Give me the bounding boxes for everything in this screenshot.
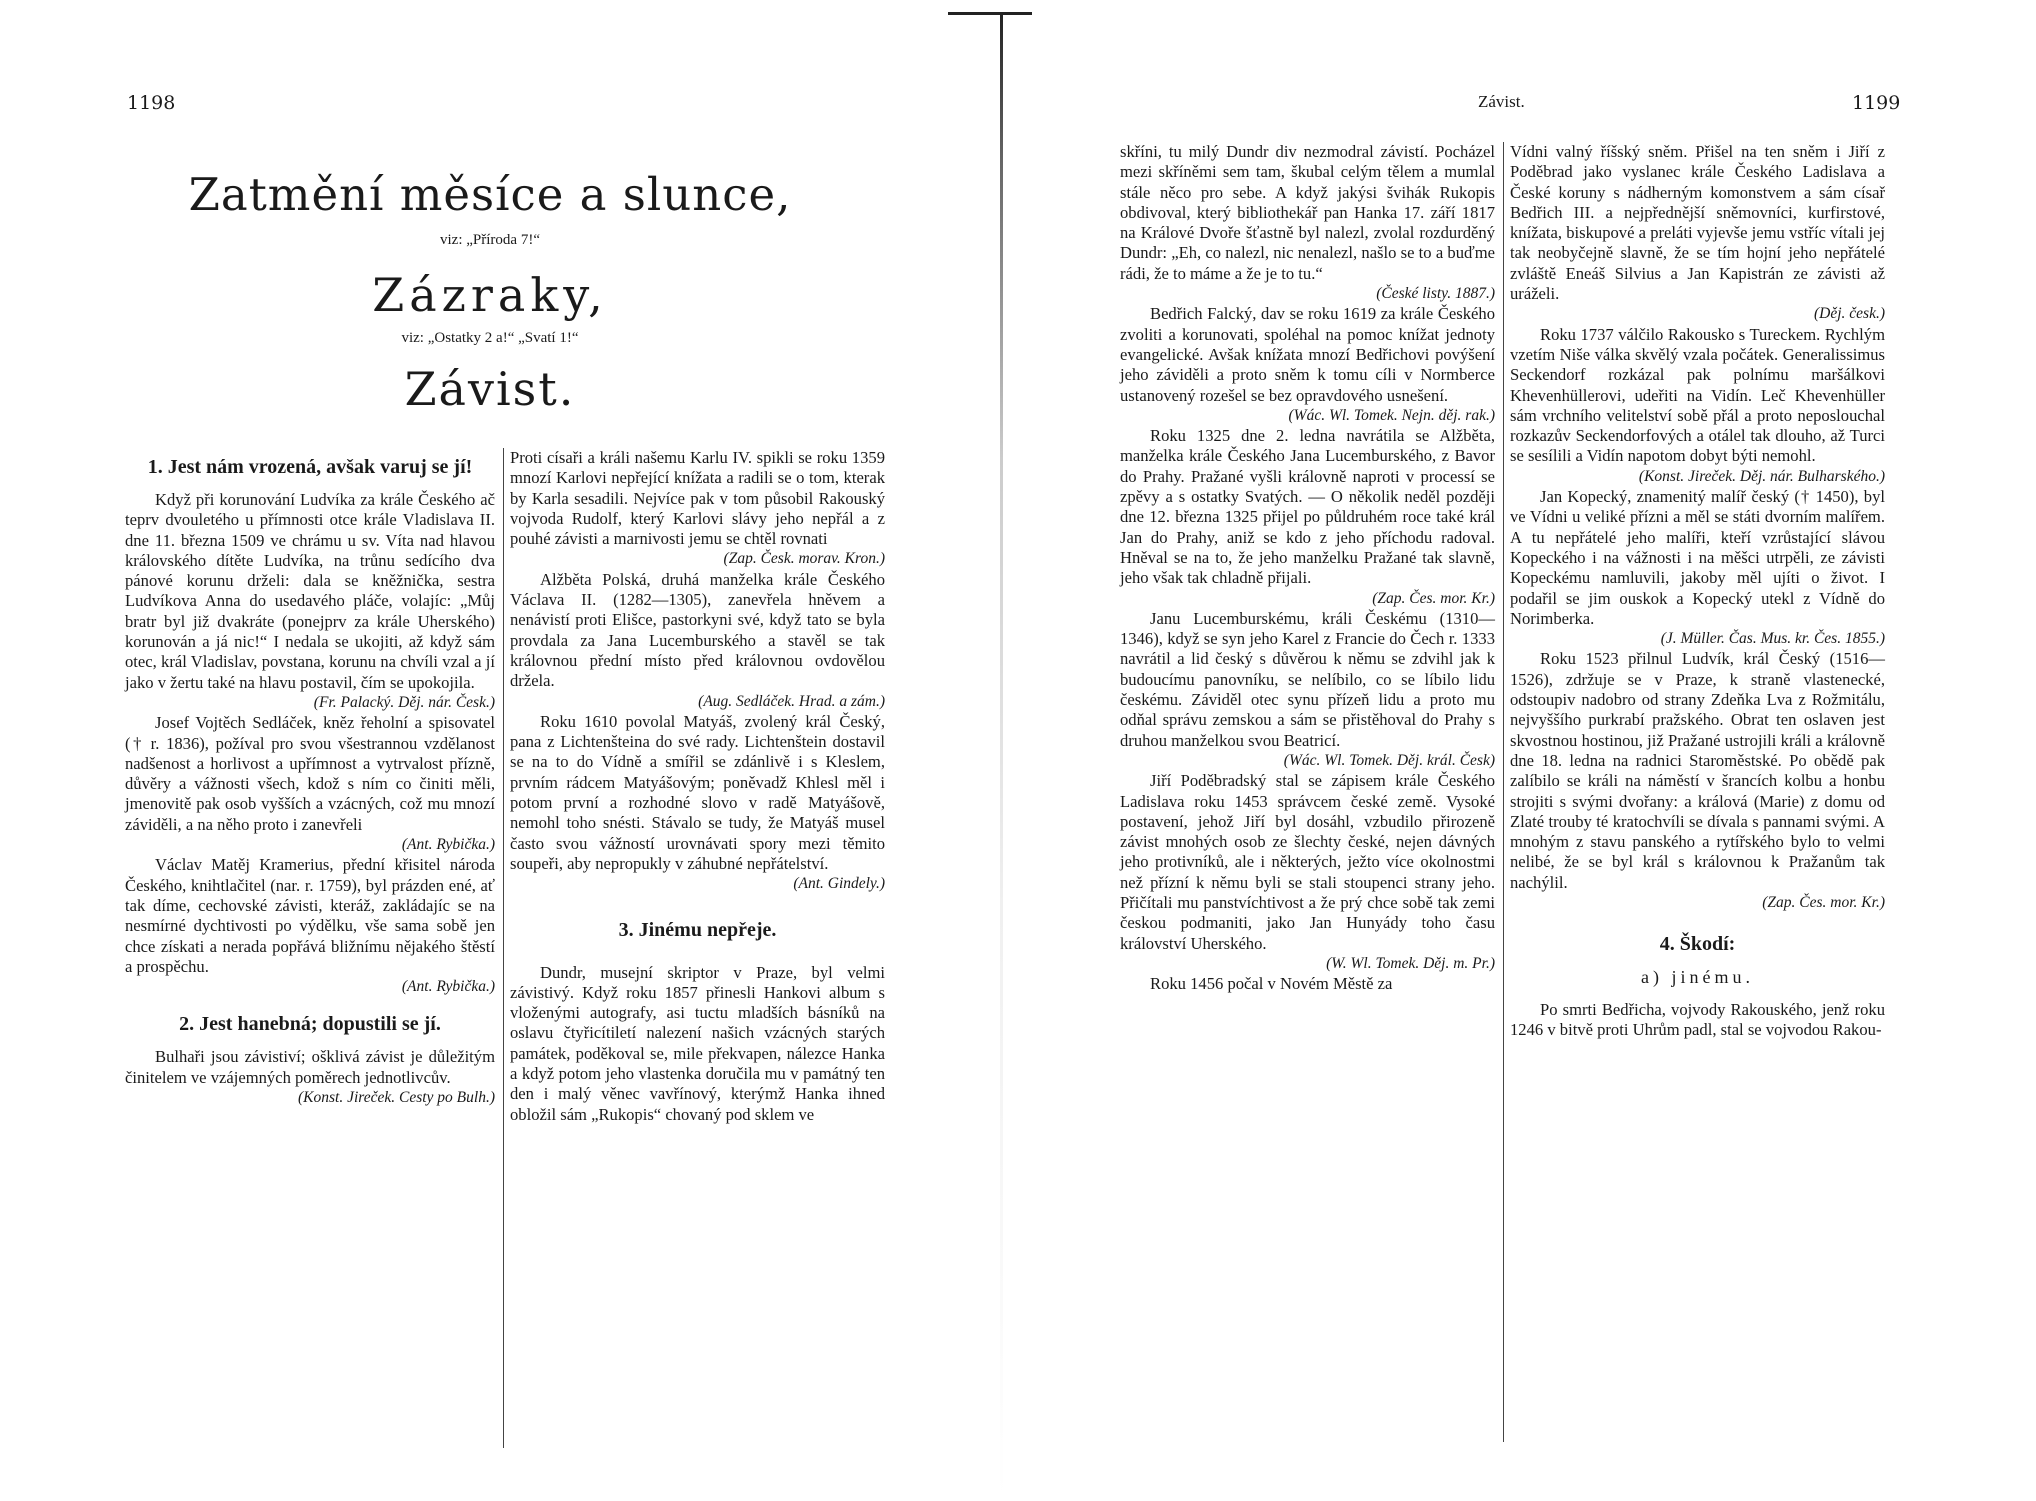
- source-citation: (Ant. Rybička.): [401, 836, 495, 854]
- section-heading-1: 1. Jest nám vrozená, avšak varuj se jí!: [147, 456, 473, 478]
- paragraph: Janu Lucemburskému, králi Českému (1310—1346), když se syn jeho Karel z Francie do Čech r. 1333 navrátil a lid český s důvěrou k němu se zdvihl jak k budoucímu panovníku, se nelíbilo, co se líbilo lidu českému. Záviděl otec synu přízeň lidu a proto mu odňal správu zemskou a sám se přistěhoval do Prahy s druhou manželkou svou Beatricí.: [1120, 608, 1495, 750]
- paragraph: Dundr, musejní skriptor v Praze, byl velmi závistivý. Když roku 1857 přinesli Hankovi album s vloženými autografy, asi tuctu mladších básníků na oslavu čtyřicítiletí nalezení našich vzácných starých památek, poděkoval se, mile překvapen, nálezce Hanka a když potom jeho vlastenka doručila mu v památný ten den i malý věnec vavřínový, kterýmž Hanka ihned obložil sám „Rukopis“ chovaný pod sklem ve: [510, 962, 885, 1124]
- source-citation: (Wác. Wl. Tomek. Děj. král. Česk): [1283, 751, 1495, 769]
- source-citation: (Konst. Jireček. Děj. nár. Bulharského.): [1638, 467, 1885, 485]
- paragraph: Josef Vojtěch Sedláček, kněz řeholní a spisovatel († r. 1836), požíval pro svou všestrannou vzdělanost nadšenost a horlivost a upřímnost a vytrvalost přízně, důvěry a vážnosti všech, kdož s ním co činiti měli, jmenovitě pak osob vyšších a vzácných, což mu mnozí záviděli, a na něho proto i zanevřeli: [125, 713, 495, 834]
- subsection-heading-4a: a) jinému.: [1641, 967, 1754, 988]
- paragraph: Proti císaři a králi našemu Karlu IV. spikli se roku 1359 mnozí Karlovi nepřející knížata a radili se o tom, kterak by Karla sesadili. Nejvíce pak v tom působil Rakouský vojvoda Rudolf, který Karlovi slávy jeho nepřál a z pouhé závisti a marnivosti jemu se chtěl rovnati: [510, 448, 885, 549]
- paragraph: Po smrti Bedřicha, vojvody Rakouského, jenž roku 1246 v bitvě proti Uhrům padl, stal se vojvodou Rakou-: [1510, 999, 1885, 1039]
- source-citation: (Konst. Jireček. Cesty po Bulh.): [298, 1089, 495, 1107]
- paragraph: Alžběta Polská, druhá manželka krále Českého Václava II. (1282—1305), zanevřela hněvem a nenávistí proti Elišce, pastorkyni své, když tato se byla provdala za Jana Lucemburského a stavěl se tak královnou přední místo před královnou ovdovělou držela.: [510, 569, 885, 691]
- source-citation: (W. Wl. Tomek. Děj. m. Pr.): [1326, 954, 1495, 972]
- paragraph: Bulhaři jsou závistiví; ošklivá závist je důležitým činitelem ve vzájemných poměrech jednotlivcův.: [125, 1047, 495, 1087]
- source-citation: (Ant. Rybička.): [401, 978, 495, 996]
- source-citation: (Zap. Čes. mor. Kr.): [1372, 589, 1495, 607]
- paragraph: Roku 1610 povolal Matyáš, zvolený král Český, pana z Lichtenšteina do své rady. Lichtenštein dostavil se na to do Vídně a smířil se zdánlivě i s Kleslem, prvním rádcem Matyášovým; poněvadž Khlesl měl i potom první a rozhodné slovo v radě Matyášově, nemohl toho snésti. Stávalo se tudy, že Matyáš musel často svou vážností urovnávati spory mezi těmito soupeři, aby nepropukly v záhubné nepřátelství.: [510, 711, 885, 873]
- paragraph: Když při korunování Ludvíka za krále Českého ač teprv dvouletého u přímnosti otce krále Vladislava II. dne 11. března 1509 ve chrámu u sv. Víta nad hlavou královského dítěte Ludvíka, na trůnu sedícího dva pánové korunu drželi: dala se kněžnička, sestra Ludvíkova Anna do usedavého pláče, volajíc: „Můj bratr byl již dvakráte (ponejprv za krále Uherského) korunován a já nic!“ I nedala se ukojiti, až když sám otec, král Vladislav, povstana, korunu na chvíli vzal a jí jako v žertu také na hlavu postavil, čím se upokojila.: [125, 490, 495, 692]
- paragraph: Jiří Poděbradský stal se zápisem krále Českého Ladislava roku 1453 správcem české země. Vysoké postavení, jehož Jiří byl dosáhl, vzbudilo přirozeně závist mnohých osob ze šlechty české, nejen dávných jeho protivníků, ale i některých, ježto více okolnostmi než přízní k němu byli se stali stoupenci strany jeho. Přičítali mu panstvíchtivost a že prý chce sobě tak zemi českou podmaniti, jako Jan Hunyády toho času království Uherského.: [1120, 771, 1495, 953]
- paragraph: Roku 1737 válčilo Rakousko s Tureckem. Rychlým vzetím Niše válka skvělý vzala počátek. Generalissimus Seckendorf rozkázal pak polnímu maršálkovi Khevenhüllerovi, udeřiti na Vidín. Leč Khevenhüller sám vrchního velitelství sobě přál a proto neposlouchal rozkazův Seckendorfových a otálel tak dlouho, až Turci se sesílili a Vidín napotom dobyt býti nemohl.: [1510, 324, 1885, 466]
- heading-zavist: Závist.: [404, 362, 576, 416]
- source-citation: (Aug. Sedláček. Hrad. a zám.): [698, 692, 885, 710]
- right-column-2: [1510, 142, 1885, 1040]
- source-citation: (Děj. česk.): [1814, 305, 1885, 323]
- running-head: Závist.: [1478, 92, 1525, 111]
- crossref-ostatky: viz: „Ostatky 2 a!“ „Svatí 1!“: [401, 330, 579, 346]
- section-heading-2: 2. Jest hanebná; dopustili se jí.: [179, 1013, 441, 1036]
- section-heading-4: 4. Škodí:: [1659, 933, 1736, 956]
- heading-zazraky: Zázraky,: [372, 268, 608, 322]
- paragraph: Roku 1456 počal v Novém Městě za: [1150, 974, 1393, 994]
- paragraph: Bedřich Falcký, dav se roku 1619 za krále Českého zvoliti a korunovati, spoléhal na pomoc knížat jednoty evangelické. Avšak knížata mnozí Bedřichovi povýšení jeho záviděli a proto sněm k tomu cíli v Normberce ustanovený rozešel se bez opravdového usnešení.: [1120, 304, 1495, 405]
- page-number-left: 1198: [127, 92, 176, 114]
- paragraph: Václav Matěj Kramerius, přední křisitel národa Českého, knihtlačitel (nar. r. 1759), byl prázden ené, ať tak díme, cechovské závisti, kteráž, zakládajíc se na nesmírné dychtivosti po výdělku, vše sama sobě jen chce získati a nerada popřává bližnímu nějakého štěstí a prospěchu.: [125, 855, 495, 976]
- source-citation: (České listy. 1887.): [1376, 285, 1495, 303]
- paragraph: Roku 1523 přilnul Ludvík, král Český (1516—1526), zdržuje se v Praze, k straně vlastenecké, odstoupiv nadobro od strany Zdeňka Lva z Rožmitálu, nejvyššího purkrabí pražského. Obrat ten oslaven jest skvostnou hostinou, již Pražané ustrojili králi a královně dne 18. ledna na radnici Staroměstské. Po obědě pak zalíbilo se králi na náměstí v šrancích kolbu a honbu strojiti s svými dvořany: a králová (Marie) z domu od Zlaté trouby té kratochvíli se dívala s pannami svými. A mnohým z stavu panského a rytířského bylo to velmi nelibé, že se byl král s královnou k Pražanům tak nachýlil.: [1510, 649, 1885, 892]
- paragraph: Vídni valný říšský sněm. Přišel na ten sněm i Jiří z Poděbrad jako vyslanec krále Českého Ladislava a České koruny s nádherným komonstvem a sám císař Bedřich III. a nejpřednější sněmovníci, kurfirstové, knížata, biskupové a preláti vyjevše jemu vstříc vítali jej tak neobyčejně slavně, že se tím hojní jeho nepřátelé zvláště Eneáš Silvius a Jan Kapistrán ze závisti až uráželi.: [1510, 142, 1885, 304]
- column-rule: [1503, 142, 1504, 1442]
- page-number-right: 1199: [1852, 92, 1901, 114]
- heading-zatmeni: Zatmění měsíce a slunce,: [188, 168, 792, 221]
- paragraph: Jan Kopecký, znamenitý malíř český († 1450), byl ve Vídni u veliké přízni a měl se státi dvorním malířem. A tu nepřátelé jeho malíři, kteří vzrůstající slávou Kopeckého i na vážnosti i na měšci utrpěli, ze závisti Kopeckému namluvili, jakoby měl ujíti o život. I podařil se jim ouskok a Kopecký utekl z Vídně do Norimberka.: [1510, 487, 1885, 628]
- right-column-1: [1120, 142, 1495, 994]
- section-heading-3: 3. Jinému nepřeje.: [618, 918, 777, 941]
- paragraph: Roku 1325 dne 2. ledna navrátila se Alžběta, manželka krále Českého Jana Lucemburského, z Bavor do Prahy. Pražané vyšli královně naproti v processí se zpěvy a s ostatky Svatých. — O několik neděl později dne 12. března 1325 přijel po půldruhém roce také král Jan do Prahy, aniž se kdo z jeho příchodu radoval. Hněval se na to, že jeho manželku Pražané tak slavně, jeho však tak chladně přijali.: [1120, 426, 1495, 588]
- source-citation: (Zap. Česk. morav. Kron.): [723, 550, 885, 568]
- source-citation: (Ant. Gindely.): [793, 875, 885, 893]
- crossref-priroda: viz: „Příroda 7!“: [440, 232, 540, 248]
- source-citation: (Wác. Wl. Tomek. Nejn. děj. rak.): [1288, 406, 1495, 424]
- source-citation: (Zap. Čes. mor. Kr.): [1762, 893, 1885, 911]
- paragraph: skříni, tu milý Dundr div nezmodral závistí. Pocházel mezi skříněmi sem tam, škubal celým tělem a mumlal stále něco pro sebe. A když jakýsi švihák Rukopis obdivoval, který bibliothekář pan Hanka 17. září 1817 na Králové Dvoře šťastně byl nalezl, zvolal rozdurděný Dundr: „Eh, co nalezl, nic nenalezl, našlo se to a buďme rádi, že to máme a že je to tu.“: [1120, 142, 1495, 283]
- source-citation: (Fr. Palacký. Děj. nár. Česk.): [313, 693, 495, 711]
- source-citation: (J. Müller. Čas. Mus. kr. Čes. 1855.): [1660, 630, 1885, 648]
